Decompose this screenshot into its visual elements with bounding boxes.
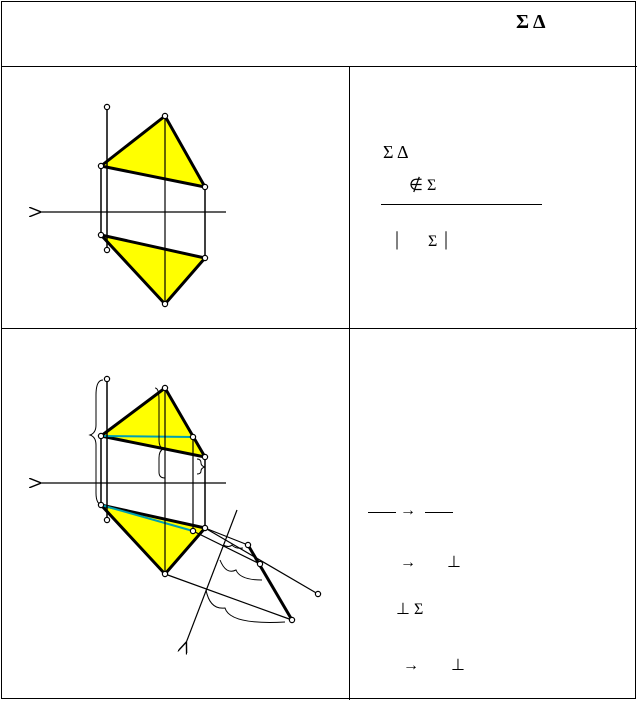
- row1-note-sigma-delta: Σ Δ: [383, 142, 409, 162]
- row2-note-perp-2: ⊥: [451, 657, 465, 674]
- row2-upper-triangle: [101, 388, 205, 457]
- row2-note-arrow-2: →: [400, 554, 416, 571]
- row2-note-perp-1: ⊥: [447, 554, 461, 571]
- row1-note-bar-left: |: [395, 228, 400, 250]
- header-symbols: Σ Δ: [516, 11, 546, 33]
- row1-upper-triangle: [101, 116, 205, 187]
- row2-drawing: [40, 376, 321, 643]
- row1-note-bar-right: |: [444, 228, 449, 250]
- row1-lower-triangle: [101, 235, 205, 304]
- row2-edge-view: [248, 545, 292, 620]
- row1-note-not-in-sigma: ∉ Σ: [409, 177, 437, 194]
- row1-note-sigma: Σ: [428, 233, 438, 250]
- row2-note-arrow-3: →: [403, 657, 419, 674]
- row2-lower-triangle: [101, 505, 205, 574]
- row1-drawing: [40, 104, 226, 306]
- row2-note-arrow-1: →: [400, 502, 416, 519]
- row2-note-perp-sigma: ⊥ Σ: [396, 601, 424, 618]
